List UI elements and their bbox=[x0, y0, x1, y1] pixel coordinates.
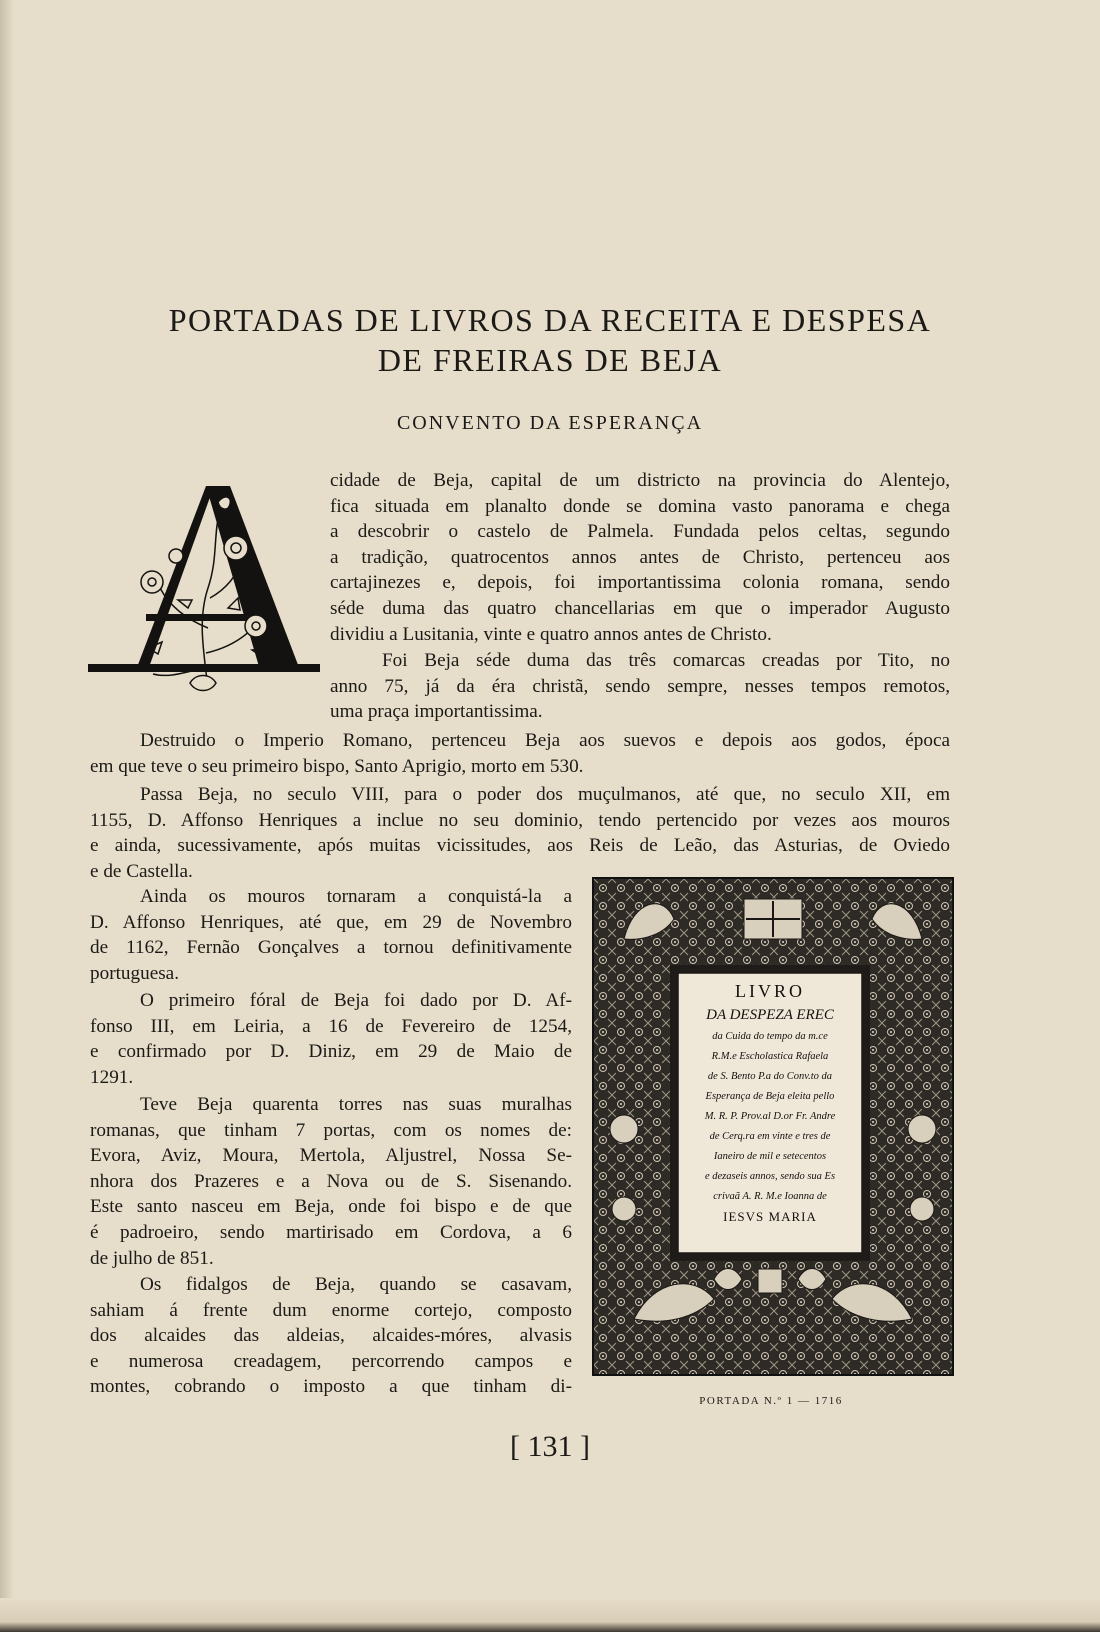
text-line: e confirmado por D. Diniz, em 29 de Maio de bbox=[90, 1041, 572, 1063]
text-line: Evora, Aviz, Moura, Mertola, Aljustrel, Nossa Se- bbox=[90, 1145, 572, 1167]
figure-line: crivaã A. R. M.e Ioanna de bbox=[713, 1191, 827, 1202]
text-line: dividiu a Lusitania, vinte e quatro annos antes de Christo. bbox=[330, 623, 772, 645]
paragraph-4 bbox=[90, 782, 950, 884]
page-title bbox=[90, 300, 1010, 380]
text-line: de 1162, Fernão Gonçalves a tornou definitivamente bbox=[90, 937, 572, 959]
paragraph-3 bbox=[90, 728, 950, 779]
figure-line: de Cerq.ra em vinte e tres de bbox=[709, 1131, 831, 1142]
text-line: fica situada em planalto donde se domina vasto panorama e chega bbox=[330, 495, 950, 517]
figure-line: de S. Bento P.a do Conv.to da bbox=[707, 1071, 833, 1082]
title-line-2: DE FREIRAS DE BEJA bbox=[377, 342, 723, 378]
title-line-1: PORTADAS DE LIVROS DA RECEITA E DESPESA bbox=[168, 302, 932, 338]
text-line: Destruido o Imperio Romano, pertenceu Beja aos suevos e depois aos godos, época bbox=[140, 730, 950, 751]
text-line: e numerosa creadagem, percorrendo campos e bbox=[90, 1350, 572, 1372]
text-line: é padroeiro, sendo martirisado em Cordova, a 6 bbox=[90, 1221, 572, 1243]
page-subtitle: CONVENTO DA ESPERANÇA bbox=[396, 412, 704, 434]
text-line: 1291. bbox=[90, 1066, 134, 1088]
figure-line: LIVRO bbox=[735, 981, 805, 1001]
figure-line: da Cuida do tempo da m.ce bbox=[712, 1031, 828, 1042]
text-line: cidade de Beja, capital de um districto na provincia do Alentejo, bbox=[330, 470, 950, 491]
text-line: e ainda, sucessivamente, após muitas vicissitudes, aos Reis de Leão, das Asturias, de Oviedo bbox=[90, 835, 950, 857]
figure-line: R.M.e Escholastica Rafaela bbox=[711, 1051, 829, 1062]
text-line: séde duma das quatro chancellarias em que o imperador Augusto bbox=[330, 597, 950, 619]
text-line: Os fidalgos de Beja, quando se casavam, bbox=[140, 1274, 572, 1295]
paragraph-5 bbox=[90, 884, 572, 986]
paragraph-8 bbox=[90, 1272, 572, 1400]
paragraph-1 bbox=[330, 468, 950, 647]
page-bottom-shadow bbox=[0, 1598, 1100, 1632]
text-line: 1155, D. Affonso Henriques a inclue no seu dominio, tendo pertencido por vezes aos mouros bbox=[90, 809, 950, 831]
paragraph-6 bbox=[90, 988, 572, 1090]
text-line: fonso III, em Leiria, a 16 de Fevereiro de 1254, bbox=[90, 1015, 572, 1037]
drop-cap-letter: A bbox=[88, 465, 100, 482]
text-line: a tradição, quatrocentos annos antes de Christo, pertenceu aos bbox=[330, 546, 950, 568]
figure-line: M. R. P. Prov.al D.or Fr. Andre bbox=[704, 1111, 836, 1122]
page-edge bbox=[0, 0, 14, 1632]
text-line: O primeiro fóral de Beja foi dado por D. Af- bbox=[140, 990, 572, 1011]
text-line: montes, cobrando o imposto a que tinham di- bbox=[90, 1376, 572, 1398]
figure-line: Ianeiro de mil e setecentos bbox=[713, 1151, 827, 1162]
figure-line: Esperança de Beja eleita pello bbox=[705, 1091, 835, 1102]
text-line: romanas, que tinham 7 portas, com os nomes de: bbox=[90, 1119, 572, 1141]
text-line: uma praça importantissima. bbox=[330, 701, 543, 723]
page-number: [ 131 ] bbox=[510, 1430, 590, 1463]
text-line: portuguesa. bbox=[90, 962, 179, 984]
text-line: a descobrir o castelo de Palmela. Fundada pelos celtas, segundo bbox=[330, 521, 950, 543]
text-line: sahiam á frente dum enorme cortejo, composto bbox=[90, 1299, 572, 1321]
book-title-page-illustration bbox=[592, 877, 954, 1376]
drop-cap-a-illustration bbox=[88, 465, 320, 700]
text-line: dos alcaides das aldeias, alcaides-móres, alvasis bbox=[90, 1325, 572, 1347]
paragraph-7 bbox=[90, 1092, 572, 1271]
text-line: Teve Beja quarenta torres nas suas muralhas bbox=[140, 1094, 572, 1115]
text-line: anno 75, já da éra christã, sendo sempre, nesses tempos remotos, bbox=[330, 675, 950, 697]
figure-line: e dezaseis annos, sendo sua Es bbox=[704, 1171, 836, 1182]
text-line: D. Affonso Henriques, até que, em 29 de Novembro bbox=[90, 911, 572, 933]
text-line: e de Castella. bbox=[90, 860, 193, 882]
text-line: Passa Beja, no seculo VIII, para o poder dos muçulmanos, até que, no seculo XII, em bbox=[140, 784, 950, 805]
text-line: Este santo nasceu em Beja, onde foi bispo e de que bbox=[90, 1196, 572, 1218]
text-line: Foi Beja séde duma das três comarcas creadas por Tito, no bbox=[382, 650, 950, 671]
figure-line: IESVS MARIA bbox=[723, 1209, 817, 1224]
text-line: em que teve o seu primeiro bispo, Santo Aprigio, morto em 530. bbox=[90, 755, 584, 777]
paragraph-2 bbox=[330, 648, 950, 725]
text-line: Ainda os mouros tornaram a conquistá-la a bbox=[140, 886, 572, 907]
text-line: cartajinezes e, depois, foi importantissima colonia romana, sendo bbox=[330, 572, 950, 594]
text-line: de julho de 851. bbox=[90, 1247, 214, 1269]
figure-line: DA DESPEZA EREC bbox=[706, 1007, 834, 1023]
text-line: nhora dos Prazeres e a Nova ou de S. Sisenando. bbox=[90, 1170, 572, 1192]
figure-caption: PORTADA N.º 1 — 1716 bbox=[699, 1395, 843, 1407]
